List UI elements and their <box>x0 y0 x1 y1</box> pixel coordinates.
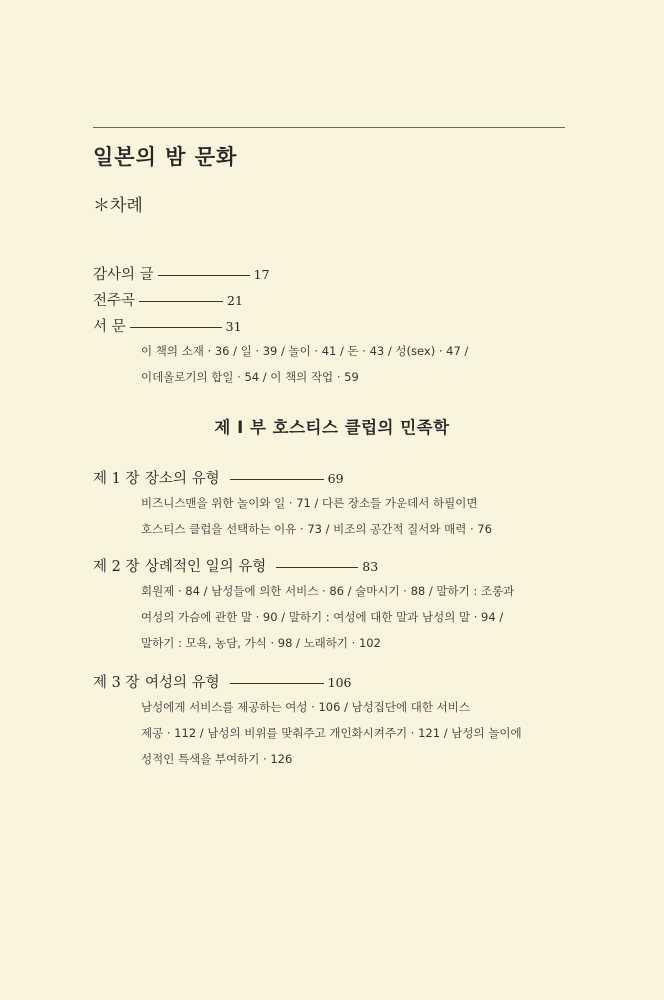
chapter-number: 제 3 장 <box>93 675 140 691</box>
chapter-3-subsections: 성적인 특색을 부여하기 · 126 <box>141 752 293 766</box>
chapter-title: 장소의 유형 <box>145 471 220 487</box>
page-number: 106 <box>327 675 352 690</box>
chapter-number: 제 1 장 <box>93 471 140 487</box>
front-item-label: 감사의 글 <box>93 267 154 283</box>
front-item-label: 서 문 <box>93 319 126 335</box>
intro-subsections: 이데올로기의 합일 · 54 / 이 책의 작업 · 59 <box>141 370 359 384</box>
part-title: 제 I 부 호스티스 클럽의 민족학 <box>214 418 450 437</box>
chapter-2-subsections: 회원제 · 84 / 남성들에 의한 서비스 · 86 / 술마시기 · 88 / 말하기 : 조롱과 <box>141 584 515 598</box>
chapter-3[interactable] <box>93 671 352 692</box>
front-item-acknowledgments[interactable] <box>93 263 270 284</box>
chapter-2-subsections: 말하기 : 모욕, 농담, 가식 · 98 / 노래하기 · 102 <box>141 636 381 650</box>
chapter-3-subsections: 제공 · 112 / 남성의 비위를 맞춰주고 개인화시켜주기 · 121 / 남성의 놀이에 <box>141 726 522 740</box>
chapter-2-subsections: 여성의 가슴에 관한 말 · 90 / 말하기 : 여성에 대한 말과 남성의 말 · 94 / <box>141 610 504 624</box>
dot-leader <box>230 683 324 684</box>
intro-subsections: 이 책의 소재 · 36 / 일 · 39 / 놀이 · 41 / 돈 · 43 / 성(sex) · 47 / <box>141 344 469 358</box>
dot-leader <box>158 275 250 276</box>
chapter-number: 제 2 장 <box>93 559 140 575</box>
book-title: 일본의 밤 문화 <box>93 144 238 169</box>
dot-leader <box>139 301 223 302</box>
chapter-2[interactable] <box>93 555 378 576</box>
dot-leader <box>276 567 358 568</box>
chapter-1-subsections: 비즈니스맨을 위한 놀이와 일 · 71 / 다른 장소들 가운데서 하필이면 <box>141 496 478 510</box>
chapter-title: 여성의 유형 <box>145 675 220 691</box>
front-item-label: 전주곡 <box>93 293 136 309</box>
dot-leader <box>130 327 222 328</box>
front-item-prelude[interactable] <box>93 289 243 310</box>
page-number: 17 <box>253 267 270 282</box>
contents-heading: ＊차례 <box>93 196 143 216</box>
page-number: 83 <box>362 559 379 574</box>
dot-leader <box>230 479 324 480</box>
page-number: 21 <box>227 293 243 308</box>
chapter-title: 상례적인 일의 유형 <box>145 559 267 575</box>
front-item-introduction[interactable] <box>93 315 242 336</box>
chapter-3-subsections: 남성에게 서비스를 제공하는 여성 · 106 / 남성집단에 대한 서비스 <box>141 700 470 714</box>
page-number: 31 <box>225 319 242 334</box>
chapter-1-subsections: 호스티스 클럽을 선택하는 이유 · 73 / 비조의 공간적 질서와 매력 · 76 <box>141 522 492 536</box>
header-rule <box>93 127 565 128</box>
chapter-1[interactable] <box>93 467 344 488</box>
page-number: 69 <box>327 471 344 486</box>
